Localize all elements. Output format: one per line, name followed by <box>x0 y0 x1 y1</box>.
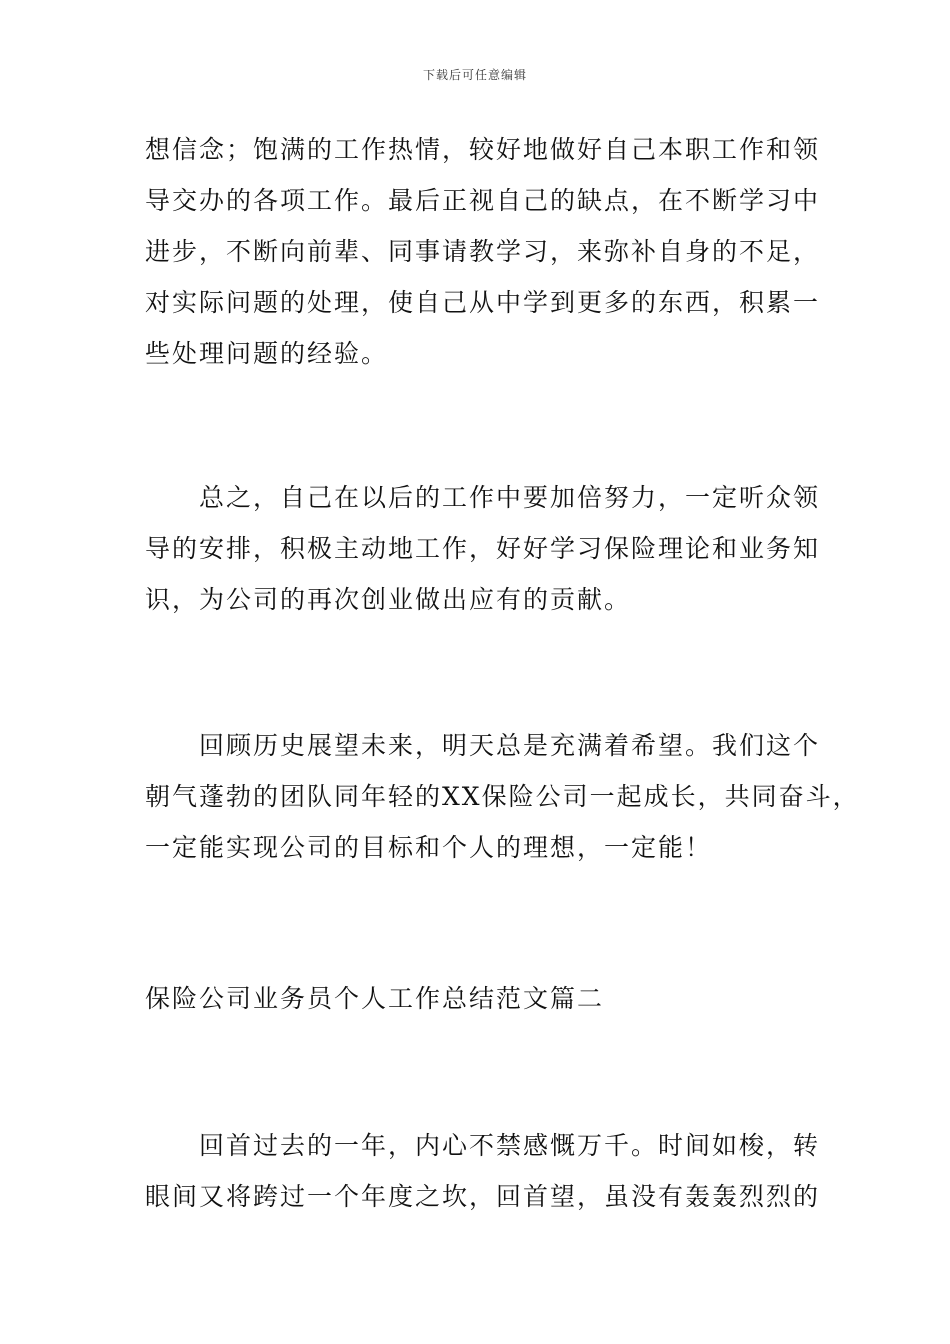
text-line: 导的安排，积极主动地工作，好好学习保险理论和业务知 <box>145 534 821 563</box>
text-line: 总之，自己在以后的工作中要加倍努力，一定听众领 <box>199 483 821 512</box>
text-line: 回顾历史展望未来，明天总是充满着希望。我们这个 <box>199 731 821 760</box>
text-line: 一定能实现公司的目标和个人的理想，一定能！ <box>145 833 713 862</box>
paragraph-conclusion <box>145 472 821 625</box>
header-note: 下载后可任意编辑 <box>422 68 527 82</box>
text-line: 想信念；饱满的工作热情，较好地做好自己本职工作和领 <box>145 135 821 164</box>
paragraph-outlook <box>145 720 860 873</box>
paragraph-continuation <box>145 124 821 379</box>
paragraph-retrospect <box>145 1120 821 1222</box>
text-line: 进步，不断向前辈、同事请教学习，来弥补自身的不足， <box>145 237 821 266</box>
text-line: 对实际问题的处理，使自己从中学到更多的东西，积累一 <box>145 288 821 317</box>
text-line: 识，为公司的再次创业做出应有的贡献。 <box>145 585 632 614</box>
text-line: 导交办的各项工作。最后正视自己的缺点，在不断学习中 <box>145 186 821 215</box>
section-title-text: 保险公司业务员个人工作总结范文篇二 <box>145 984 605 1013</box>
text-line: 回首过去的一年，内心不禁感慨万千。时间如梭，转 <box>199 1131 821 1160</box>
text-line: 眼间又将跨过一个年度之坎，回首望，虽没有轰轰烈烈的 <box>145 1182 821 1211</box>
section-title <box>145 973 815 1024</box>
text-line: 些处理问题的经验。 <box>145 339 389 368</box>
text-line: 朝气蓬勃的团队同年轻的XX保险公司一起成长，共同奋斗， <box>145 782 860 811</box>
